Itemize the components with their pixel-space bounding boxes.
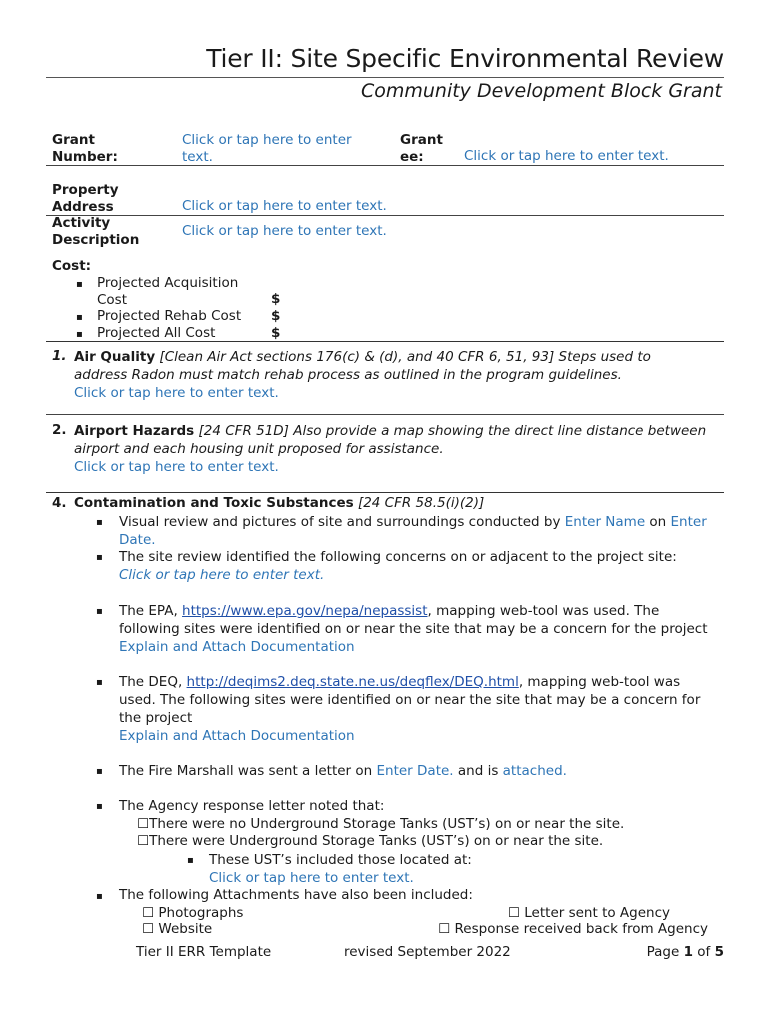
page-title: Tier II: Site Specific Environmental Review <box>206 44 724 73</box>
divider <box>46 215 724 216</box>
divider <box>46 165 724 166</box>
bullet-icon: ▪ <box>76 329 83 340</box>
cost-value[interactable]: $ <box>271 291 281 307</box>
website-checkbox[interactable]: ☐ Website <box>142 921 213 937</box>
bullet-icon: ▪ <box>96 517 103 528</box>
cost-label: Cost: <box>52 258 92 274</box>
airport-hazards-section: Airport Hazards [24 CFR 51D] Also provide a map showing the direct line distance between airport and each housing unit proposed for assistance. Click or tap here to enter text. <box>74 423 707 475</box>
list-item: The Fire Marshall was sent a letter on Enter Date. and is attached. <box>119 763 567 779</box>
list-item: The Agency response letter noted that: <box>119 798 385 814</box>
divider <box>46 492 724 493</box>
property-address-field[interactable]: Click or tap here to enter text. <box>182 198 387 214</box>
activity-description-field[interactable]: Click or tap here to enter text. <box>182 223 387 239</box>
grant-number-field[interactable]: Click or tap here to enter text. <box>182 132 352 165</box>
bullet-icon: ▪ <box>187 855 194 866</box>
air-quality-section: Air Quality [Clean Air Act sections 176(c) & (d), and 40 CFR 6, 51, 93] Steps used to address Radon must match rehab process as outlined in the program guidelines. Click or tap here to enter text. <box>74 349 651 401</box>
airport-hazards-field[interactable]: Click or tap here to enter text. <box>74 459 279 475</box>
property-address-label: Property Address <box>52 182 119 215</box>
list-item: The site review identified the following concerns on or adjacent to the project site: Click or tap here to enter text. <box>119 548 729 584</box>
ust-present-checkbox[interactable]: ☐There were Underground Storage Tanks (UST’s) on or near the site. <box>137 833 604 849</box>
enter-date-field[interactable]: Enter Date. <box>376 763 454 779</box>
section-number: 4. <box>52 495 67 511</box>
explain-attach-field[interactable]: Explain and Attach Documentation <box>119 728 355 744</box>
footer-revised: revised September 2022 <box>344 944 511 960</box>
response-received-checkbox[interactable]: ☐ Response received back from Agency <box>438 921 708 937</box>
photographs-checkbox[interactable]: ☐ Photographs <box>142 905 244 921</box>
bullet-icon: ▪ <box>96 766 103 777</box>
cost-item-label: Projected Rehab Cost <box>97 308 242 324</box>
list-item: The DEQ, http://deqims2.deq.state.ne.us/deqflex/DEQ.html, mapping web-tool was used. The following sites were identified on or near the site that may be a concern for the project Explain and Attach Documentation <box>119 673 729 745</box>
enter-date-field[interactable]: Enter <box>670 514 707 530</box>
page-number: Page 1 of 5 <box>646 944 724 960</box>
contamination-heading: Contamination and Toxic Substances [24 CFR 58.5(i)(2)] <box>74 495 485 511</box>
list-item: These UST’s included those located at: Click or tap here to enter text. <box>209 852 472 886</box>
bullet-icon: ▪ <box>96 552 103 563</box>
attached-link[interactable]: attached. <box>502 763 567 779</box>
section-title: Airport Hazards <box>74 423 195 439</box>
deq-link[interactable]: http://deqims2.deq.state.ne.us/deqflex/DEQ.html <box>186 674 519 690</box>
cost-value[interactable]: $ <box>271 308 281 324</box>
bullet-icon: ▪ <box>96 606 103 617</box>
grantee-field[interactable]: Click or tap here to enter text. <box>464 148 669 164</box>
air-quality-field[interactable]: Click or tap here to enter text. <box>74 385 279 401</box>
footer-template: Tier II ERR Template <box>136 944 272 960</box>
enter-name-field[interactable]: Enter Name <box>564 514 646 530</box>
title-divider <box>46 77 724 78</box>
cost-value[interactable]: $ <box>271 325 281 341</box>
epa-link[interactable]: https://www.epa.gov/nepa/nepassist <box>182 603 428 619</box>
cost-item-label: Projected All Cost <box>97 325 216 341</box>
bullet-icon: ▪ <box>96 801 103 812</box>
cost-item <box>76 275 83 294</box>
cost-item-label: Projected Acquisition Cost <box>97 275 239 308</box>
letter-sent-checkbox[interactable]: ☐ Letter sent to Agency <box>507 905 670 921</box>
section-title: Contamination and Toxic Substances <box>74 495 354 511</box>
divider <box>46 414 724 415</box>
explain-attach-field[interactable]: Explain and Attach Documentation <box>119 639 355 655</box>
ust-location-field[interactable]: Click or tap here to enter text. <box>209 870 414 886</box>
list-item: The following Attachments have also been included: <box>119 887 473 903</box>
section-number: 2. <box>52 422 67 438</box>
cost-item <box>76 308 83 327</box>
section-number: 1. <box>52 348 67 364</box>
bullet-icon: ▪ <box>96 677 103 688</box>
no-ust-checkbox[interactable]: ☐There were no Underground Storage Tanks (UST’s) on or near the site. <box>137 816 625 832</box>
bullet-icon: ▪ <box>96 891 103 902</box>
list-item: The EPA, https://www.epa.gov/nepa/nepassist, mapping web-tool was used. The following sites were identified on or near the site that may be a concern for the project Explain and Attach Documentation <box>119 602 729 656</box>
grant-number-label: Grant Number: <box>52 132 118 165</box>
list-item: Visual review and pictures of site and surroundings conducted by Enter Name on Enter Date. <box>119 514 707 548</box>
grantee-label: Grant ee: <box>400 132 443 165</box>
site-concerns-field[interactable]: Click or tap here to enter text. <box>119 567 325 583</box>
bullet-icon: ▪ <box>76 312 83 323</box>
divider <box>46 341 724 342</box>
activity-description-label: Activity Description <box>52 215 140 248</box>
bullet-icon: ▪ <box>76 279 83 290</box>
page-subtitle: Community Development Block Grant <box>360 80 722 102</box>
section-title: Air Quality <box>74 349 156 365</box>
